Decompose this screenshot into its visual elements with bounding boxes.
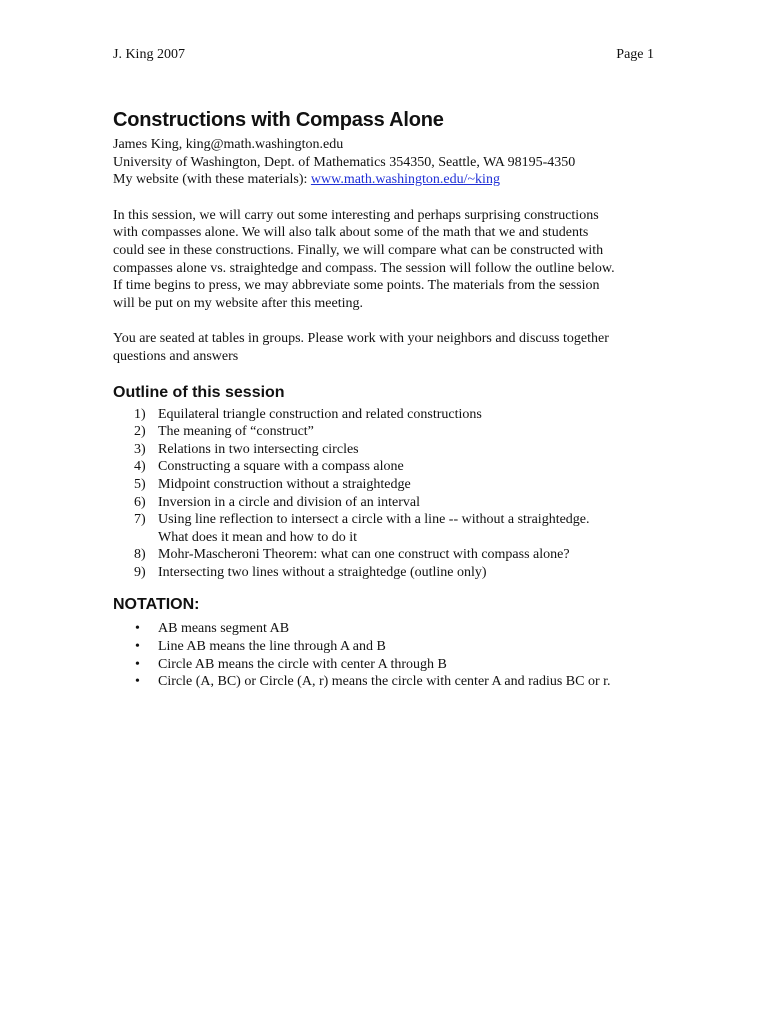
- notation-item: [113, 620, 658, 638]
- outline-item: [113, 476, 658, 494]
- document-title: Constructions with Compass Alone: [113, 109, 444, 131]
- notation-item-text: AB means segment AB: [158, 621, 290, 637]
- intro-line: compasses alone vs. straightedge and compass. The session will follow the outline below.: [113, 260, 615, 276]
- outline-item-text: Mohr-Mascheroni Theorem: what can one construct with compass alone?: [158, 547, 570, 563]
- notation-item: [113, 656, 658, 674]
- author-website-line: [113, 171, 658, 189]
- seating-paragraph: [113, 330, 658, 365]
- outline-item-number: 1): [134, 406, 146, 422]
- outline-heading: Outline of this session: [113, 383, 285, 401]
- outline-item-text: Intersecting two lines without a straightedge (outline only): [158, 564, 487, 580]
- notation-item: [113, 673, 658, 691]
- outline-item: [113, 546, 658, 564]
- outline-item-text: Equilateral triangle construction and related constructions: [158, 406, 482, 422]
- header-page-number: Page 1: [616, 47, 654, 62]
- outline-item: [113, 511, 658, 546]
- author-name-email: James King, king@math.washington.edu: [113, 137, 344, 152]
- intro-line: could see in these constructions. Finally, we will compare what can be constructed with: [113, 242, 604, 258]
- bullet-icon: •: [135, 674, 140, 690]
- outline-item-text: Using line reflection to intersect a circle with a line -- without a straightedge.: [158, 512, 590, 528]
- outline-item: [113, 564, 658, 582]
- seating-line: You are seated at tables in groups. Please work with your neighbors and discuss together: [113, 331, 609, 347]
- outline-item-number: 9): [134, 564, 146, 580]
- intro-line: will be put on my website after this meeting.: [113, 295, 364, 311]
- website-label: My website (with these materials):: [113, 172, 311, 188]
- outline-item-number: 2): [134, 424, 146, 440]
- intro-line: with compasses alone. We will also talk about some of the math that we and students: [113, 225, 589, 241]
- outline-list: [113, 406, 658, 582]
- intro-paragraph: [113, 207, 658, 313]
- outline-item: [113, 494, 658, 512]
- notation-item-text: Circle AB means the circle with center A through B: [158, 656, 447, 672]
- notation-heading: NOTATION:: [113, 596, 200, 614]
- notation-list: [113, 620, 658, 690]
- seating-line: questions and answers: [113, 348, 239, 364]
- notation-item-text: Circle (A, BC) or Circle (A, r) means the circle with center A and radius BC or r.: [158, 674, 611, 690]
- website-link[interactable]: www.math.washington.edu/~king: [310, 172, 500, 188]
- outline-item-text-continued: What does it mean and how to do it: [158, 529, 358, 545]
- notation-item-text: Line AB means the line through A and B: [158, 639, 386, 655]
- outline-item-text: Inversion in a circle and division of an interval: [158, 494, 421, 510]
- outline-item: [113, 423, 658, 441]
- outline-item-number: 3): [134, 441, 146, 457]
- outline-item-number: 6): [134, 494, 146, 510]
- outline-item: [113, 458, 658, 476]
- author-block: [113, 136, 658, 189]
- outline-item-text: Midpoint construction without a straightedge: [158, 476, 411, 492]
- intro-line: If time begins to press, we may abbreviate some points. The materials from the session: [113, 278, 600, 294]
- outline-item-text: The meaning of “construct”: [158, 424, 314, 440]
- intro-line: In this session, we will carry out some interesting and perhaps surprising constructions: [113, 207, 599, 223]
- bullet-icon: •: [135, 639, 140, 655]
- outline-item-number: 4): [134, 459, 146, 475]
- outline-item-number: 7): [134, 512, 146, 528]
- outline-item-number: 8): [134, 547, 146, 563]
- notation-item: [113, 638, 658, 656]
- author-affiliation: University of Washington, Dept. of Mathematics 354350, Seattle, WA 98195-4350: [113, 154, 576, 170]
- outline-item: [113, 406, 658, 424]
- outline-item-number: 5): [134, 476, 146, 492]
- outline-item-text: Relations in two intersecting circles: [158, 441, 359, 457]
- header-author-year: J. King 2007: [113, 47, 185, 62]
- outline-item-text: Constructing a square with a compass alone: [158, 459, 404, 475]
- bullet-icon: •: [135, 656, 140, 672]
- document-body: [113, 107, 658, 691]
- outline-item: [113, 441, 658, 459]
- bullet-icon: •: [135, 621, 140, 637]
